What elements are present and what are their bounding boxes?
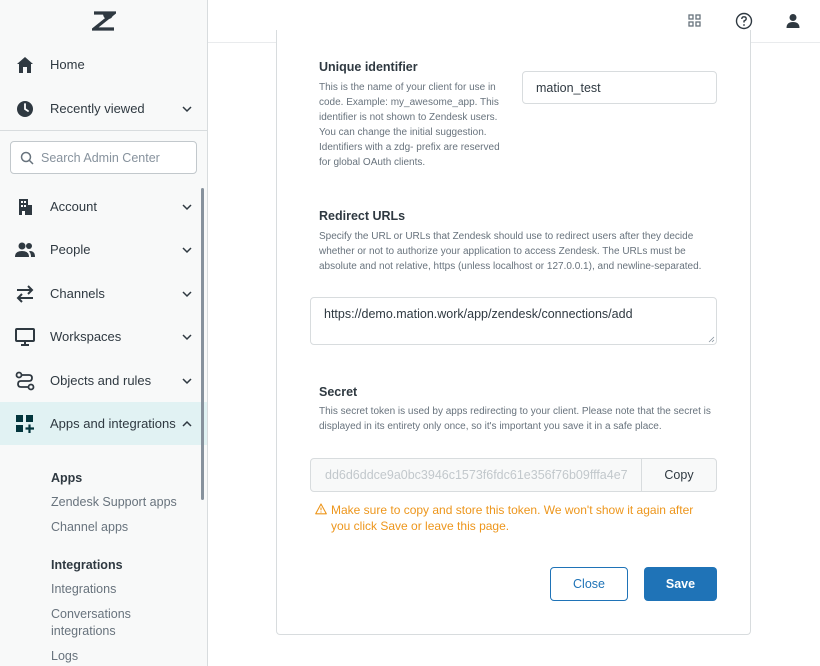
search-icon: [20, 151, 34, 165]
nav-account-label: Account: [50, 199, 97, 214]
nav-workspaces[interactable]: [0, 315, 207, 358]
unique-identifier-hint: This is the name of your client for use in code. Example: my_awesome_app. This identifier is not shown to Zendesk users. You can change the initial suggestion. Identifiers with a zdg- prefix are reserved for global OAuth clients.: [319, 82, 500, 168]
chevron-down-icon: [181, 331, 193, 343]
redirect-urls-label: Redirect URLs: [319, 209, 406, 223]
admin-search-input[interactable]: [10, 141, 197, 174]
unique-identifier-label: Unique identifier: [319, 60, 418, 74]
nav-objects-and-rules[interactable]: [0, 359, 207, 402]
apps-heading: Apps: [51, 471, 83, 485]
unique-identifier-input[interactable]: mation_test: [522, 71, 717, 104]
nav-apps-and-integrations[interactable]: [0, 402, 207, 445]
nav-apps-and-integrations-label: Apps and integrations: [50, 416, 176, 431]
secret-warning-text: Make sure to copy and store this token. We won't show it again after you click Save or leave this page.: [331, 503, 694, 533]
redirect-urls-textarea[interactable]: [310, 297, 717, 345]
clock-icon: [14, 98, 36, 120]
user-icon[interactable]: [784, 12, 802, 30]
apps-icon: [14, 413, 36, 435]
arrows-swap-icon: [14, 283, 36, 305]
help-icon[interactable]: [735, 12, 753, 30]
sidebar-link-channel-apps[interactable]: Channel apps: [51, 520, 129, 534]
nav-recently-viewed[interactable]: [0, 87, 207, 130]
nav-workspaces-label: Workspaces: [50, 329, 122, 344]
home-icon: [14, 54, 36, 76]
nav-home-label: Home: [50, 57, 85, 72]
nav-objects-and-rules-label: Objects and rules: [50, 373, 152, 388]
people-icon: [14, 239, 36, 261]
nav-channels[interactable]: [0, 272, 207, 315]
save-button[interactable]: Save: [644, 567, 717, 601]
sidebar-link-logs[interactable]: Logs: [51, 649, 79, 663]
secret-hint: This secret token is used by apps redirecting to your client. Please note that the secret is displayed in its entirety only once, so it's important you save it in a safe place.: [319, 406, 711, 432]
chevron-down-icon: [181, 244, 193, 256]
chevron-up-icon: [181, 418, 193, 430]
copy-secret-button[interactable]: Copy: [641, 458, 717, 492]
search-placeholder: Search Admin Center: [41, 151, 160, 165]
nav-channels-label: Channels: [50, 286, 105, 301]
warning-icon: [315, 503, 327, 515]
chevron-down-icon: [181, 375, 193, 387]
monitor-icon: [14, 326, 36, 348]
secret-label: Secret: [319, 385, 358, 399]
resize-handle-icon[interactable]: [708, 336, 715, 343]
grid-icon[interactable]: [686, 12, 704, 30]
secret-input[interactable]: dd6d6ddce9a0bc3946c1573f6fdc61e356f76b09fffa4e7: [310, 458, 642, 492]
nav-home[interactable]: [0, 43, 207, 86]
nav-people[interactable]: [0, 228, 207, 271]
chevron-down-icon: [181, 103, 193, 115]
chevron-down-icon: [181, 201, 193, 213]
redirect-urls-value: https://demo.mation.work/app/zendesk/connections/add: [324, 307, 633, 321]
redirect-urls-hint: Specify the URL or URLs that Zendesk should use to redirect users after they decide whether or not to authorize your application to access Zendesk. The URLs must be absolute and not relative, https (unless localhost or 127.0.0.1), and newline-separated.: [319, 231, 702, 272]
chevron-down-icon: [181, 288, 193, 300]
nav-people-label: People: [50, 242, 91, 257]
sidebar-link-integrations[interactable]: Integrations: [51, 582, 117, 596]
zendesk-logo-icon[interactable]: [92, 11, 116, 31]
close-button[interactable]: Close: [550, 567, 628, 601]
sidebar-link-conversations-integrations[interactable]: Conversations integrations: [51, 607, 131, 638]
sidebar-divider: [0, 130, 207, 131]
sidebar-scrollbar[interactable]: [201, 188, 204, 500]
nav-account[interactable]: [0, 185, 207, 228]
building-icon: [14, 196, 36, 218]
sidebar-link-zendesk-support-apps[interactable]: Zendesk Support apps: [51, 495, 177, 509]
nav-recently-viewed-label: Recently viewed: [50, 101, 145, 116]
sidebar: [0, 0, 208, 666]
integrations-heading: Integrations: [51, 558, 123, 572]
workflow-icon: [14, 370, 36, 392]
